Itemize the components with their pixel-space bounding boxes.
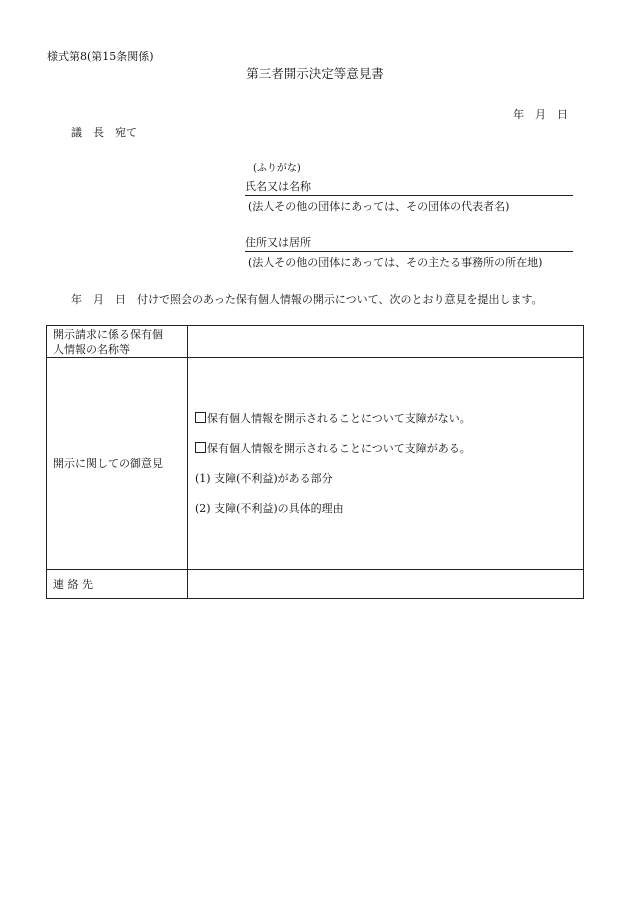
furigana-label: (ふりがな) [253,163,301,174]
checkbox-no-issue[interactable] [195,412,206,423]
info-name-label-line1: 開示請求に係る保有個 [53,327,163,341]
address-field[interactable] [245,236,573,252]
option-no-issue-label: 保有個人情報を開示されることについて支障がない。 [207,412,471,425]
contact-cell[interactable] [188,570,584,599]
name-note: (法人その他の団体にあっては、その団体の代表者名) [248,200,510,213]
addressee: 議 長 宛て [71,126,137,139]
option-no-issue[interactable] [195,411,583,426]
name-field[interactable] [245,180,573,196]
date-line: 年 月 日 [513,108,568,121]
info-name-label [47,326,188,358]
address-note: (法人その他の団体にあっては、その主たる事務所の所在地) [248,256,543,269]
contact-label: 連 絡 先 [47,570,188,599]
item-affected-part: (1) 支障(不利益)がある部分 [195,472,333,485]
info-name-cell[interactable] [188,326,584,358]
checkbox-issue[interactable] [195,442,206,453]
opinion-table [46,325,584,599]
form-number: 様式第8(第15条関係) [47,50,154,63]
option-issue-label: 保有個人情報を開示されることについて支障がある。 [207,442,471,455]
table-row [47,326,584,358]
address-label: 住所又は居所 [245,236,311,249]
opinion-cell[interactable] [188,358,584,570]
statement: 年 月 日 付けで照会のあった保有個人情報の開示について、次のとおり意見を提出します。 [71,293,543,306]
item-specific-reason: (2) 支障(不利益)の具体的理由 [195,502,344,515]
option-issue[interactable] [195,441,583,456]
table-row [47,358,584,570]
opinion-label: 開示に関しての御意見 [47,358,188,570]
info-name-label-line2: 人情報の名称等 [53,342,130,356]
page-title: 第三者開示決定等意見書 [246,66,384,81]
name-label: 氏名又は名称 [245,180,311,193]
table-row [47,570,584,599]
